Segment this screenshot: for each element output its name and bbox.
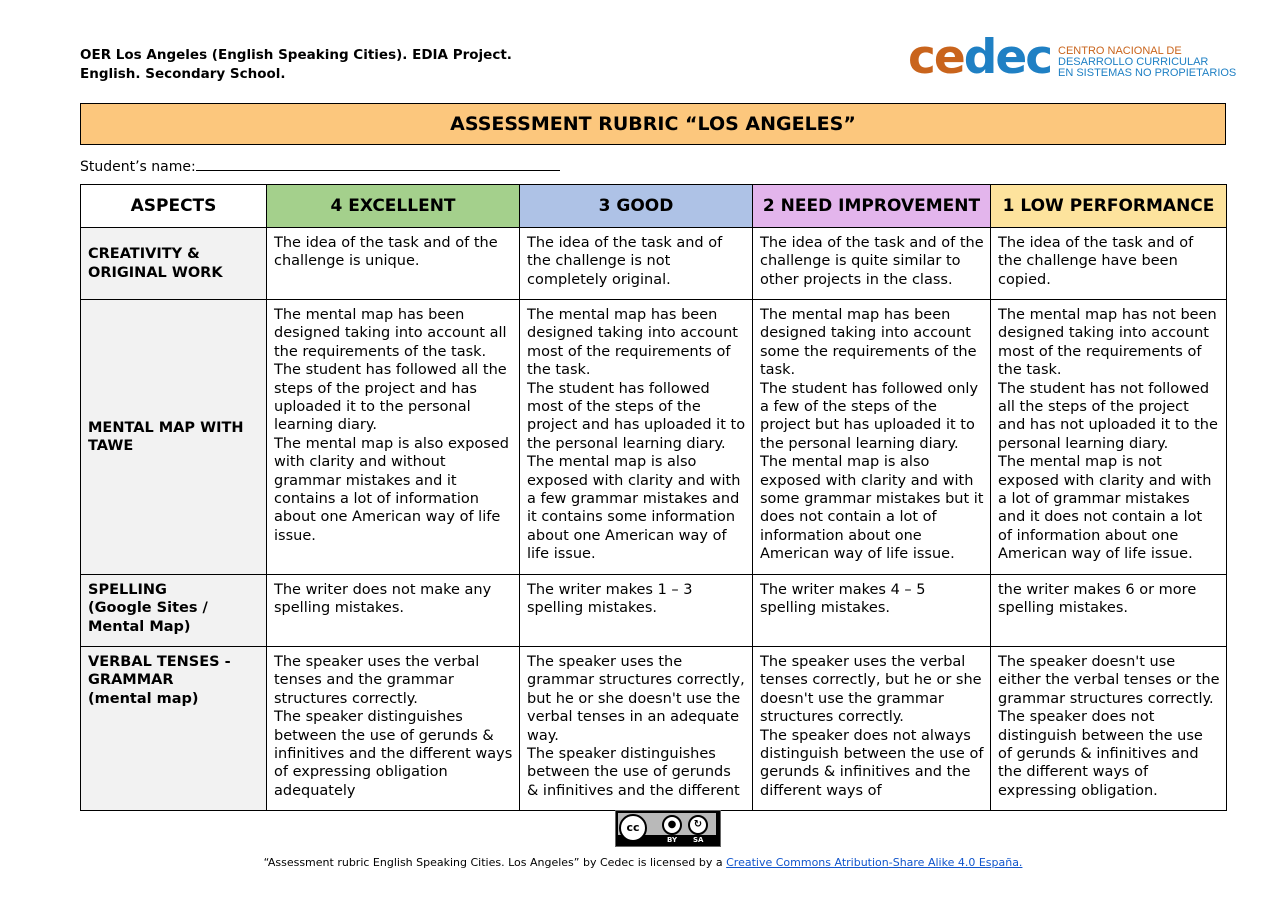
header-need-improvement: 2 NEED IMPROVEMENT — [753, 185, 991, 228]
cc-icon: cc — [619, 814, 647, 842]
aspect-cell — [81, 575, 267, 647]
logo-wordmark — [908, 30, 1051, 86]
rubric-cell: The idea of the task and of the challenge is unique. — [267, 228, 520, 300]
header-good: 3 GOOD — [520, 185, 753, 228]
aspect-line: Mental Map) — [88, 618, 191, 635]
sa-label: SA — [693, 836, 704, 844]
aspect-line: (mental map) — [88, 690, 199, 707]
rubric-cell: The mental map has been designed taking into account most of the requirements of the task. The student has followed most of the steps of the project and has uploaded it to the personal learning diary. The mental map is also exposed with clarity and with a few grammar mistakes and it contains some information about one American way of life issue. — [520, 300, 753, 575]
rubric-cell: The writer does not make any spelling mistakes. — [267, 575, 520, 647]
logo-sub-3: EN SISTEMAS NO PROPIETARIOS — [1058, 67, 1237, 79]
student-name-label: Student’s name: — [80, 159, 196, 175]
cc-license-badge[interactable] — [615, 810, 721, 847]
footer-text: “Assessment rubric English Speaking Cities. Los Angeles” by Cedec is licensed by a — [263, 856, 727, 869]
table-row — [81, 300, 1227, 575]
logo-word-dec: dec — [963, 30, 1052, 85]
aspect-line: ORIGINAL WORK — [88, 264, 223, 281]
header-excellent: 4 EXCELLENT — [267, 185, 520, 228]
rubric-cell: The idea of the task and of the challenge is not completely original. — [520, 228, 753, 300]
header-aspects: ASPECTS — [81, 185, 267, 228]
rubric-cell: The idea of the task and of the challenge is quite similar to other projects in the class. — [753, 228, 991, 300]
aspect-line: SPELLING — [88, 582, 167, 598]
table-row — [81, 575, 1227, 647]
by-person-icon: ● — [662, 815, 682, 835]
aspect-cell — [81, 228, 267, 300]
document-header — [80, 46, 512, 84]
aspect-line: GRAMMAR — [88, 672, 174, 689]
header-low-performance: 1 LOW PERFORMANCE — [991, 185, 1227, 228]
aspect-line: MENTAL MAP WITH — [88, 419, 244, 436]
rubric-cell: The mental map has been designed taking into account all the requirements of the task. The student has followed all the steps of the project and has uploaded it to the personal learning diary. The mental map is also exposed with clarity and without grammar mistakes and it contains a lot of information about one American way of life issue. — [267, 300, 520, 575]
rubric-table — [80, 184, 1227, 811]
table-row — [81, 228, 1227, 300]
student-name-line[interactable] — [196, 158, 560, 171]
by-label: BY — [667, 836, 678, 844]
rubric-cell: The speaker uses the grammar structures correctly, but he or she doesn't use the verbal tenses in an adequate way. The speaker distinguishes between the use of gerunds & infinitives and the different — [520, 647, 753, 811]
logo-subtitle — [1058, 46, 1236, 79]
rubric-cell: The mental map has been designed taking into account some the requirements of the task. The student has followed only a few of the steps of the project but has uploaded it to the personal learning diary. The mental map is also exposed with clarity and with some grammar mistakes but it does not contain a lot of information about one American way of life issue. — [753, 300, 991, 575]
rubric-title: ASSESSMENT RUBRIC “LOS ANGELES” — [80, 103, 1226, 145]
rubric-cell: The writer makes 4 – 5 spelling mistakes. — [753, 575, 991, 647]
student-name-field — [80, 158, 560, 175]
rubric-cell: The idea of the task and of the challenge have been copied. — [991, 228, 1227, 300]
aspect-line: CREATIVITY & — [88, 246, 200, 263]
logo-word-ce: ce — [908, 30, 964, 85]
rubric-cell: The mental map has not been designed taking into account most of the requirements of the task. The student has not followed all the steps of the project and has not uploaded it to the personal learning diary. The mental map is not exposed with clarity and with a lot of grammar mistakes and it does not contain a lot of information about one American way of life issue. — [991, 300, 1227, 575]
aspect-cell — [81, 647, 267, 811]
aspect-cell — [81, 300, 267, 575]
rubric-cell: the writer makes 6 or more spelling mistakes. — [991, 575, 1227, 647]
table-row — [81, 647, 1227, 811]
header-line-2: English. Secondary School. — [80, 66, 286, 82]
rubric-cell: The speaker uses the verbal tenses correctly, but he or she doesn't use the grammar structures correctly. The speaker does not always distinguish between the use of gerunds & infinitives and the different ways of — [753, 647, 991, 811]
aspect-line: (Google Sites / — [88, 600, 208, 617]
header-row — [81, 185, 1227, 228]
license-footer — [0, 856, 1286, 869]
logo-sub-2: DESARROLLO CURRICULAR — [1058, 56, 1209, 68]
aspect-line: TAWE — [88, 438, 134, 454]
header-line-1: OER Los Angeles (English Speaking Cities). EDIA Project. — [80, 47, 512, 63]
logo-sub-1: CENTRO NACIONAL DE — [1058, 45, 1182, 57]
rubric-cell: The speaker doesn't use either the verbal tenses or the grammar structures correctly. The speaker does not distinguish between the use of gerunds & infinitives and the different ways of expressing obligation. — [991, 647, 1227, 811]
aspect-line: VERBAL TENSES - — [88, 654, 231, 670]
rubric-cell: The speaker uses the verbal tenses and the grammar structures correctly. The speaker distinguishes between the use of gerunds & infinitives and the different ways of expressing obligation adequately — [267, 647, 520, 811]
sa-share-icon: ↻ — [688, 815, 708, 835]
rubric-cell: The writer makes 1 – 3 spelling mistakes. — [520, 575, 753, 647]
license-link[interactable]: Creative Commons Atribution-Share Alike 4.0 España. — [726, 856, 1023, 869]
